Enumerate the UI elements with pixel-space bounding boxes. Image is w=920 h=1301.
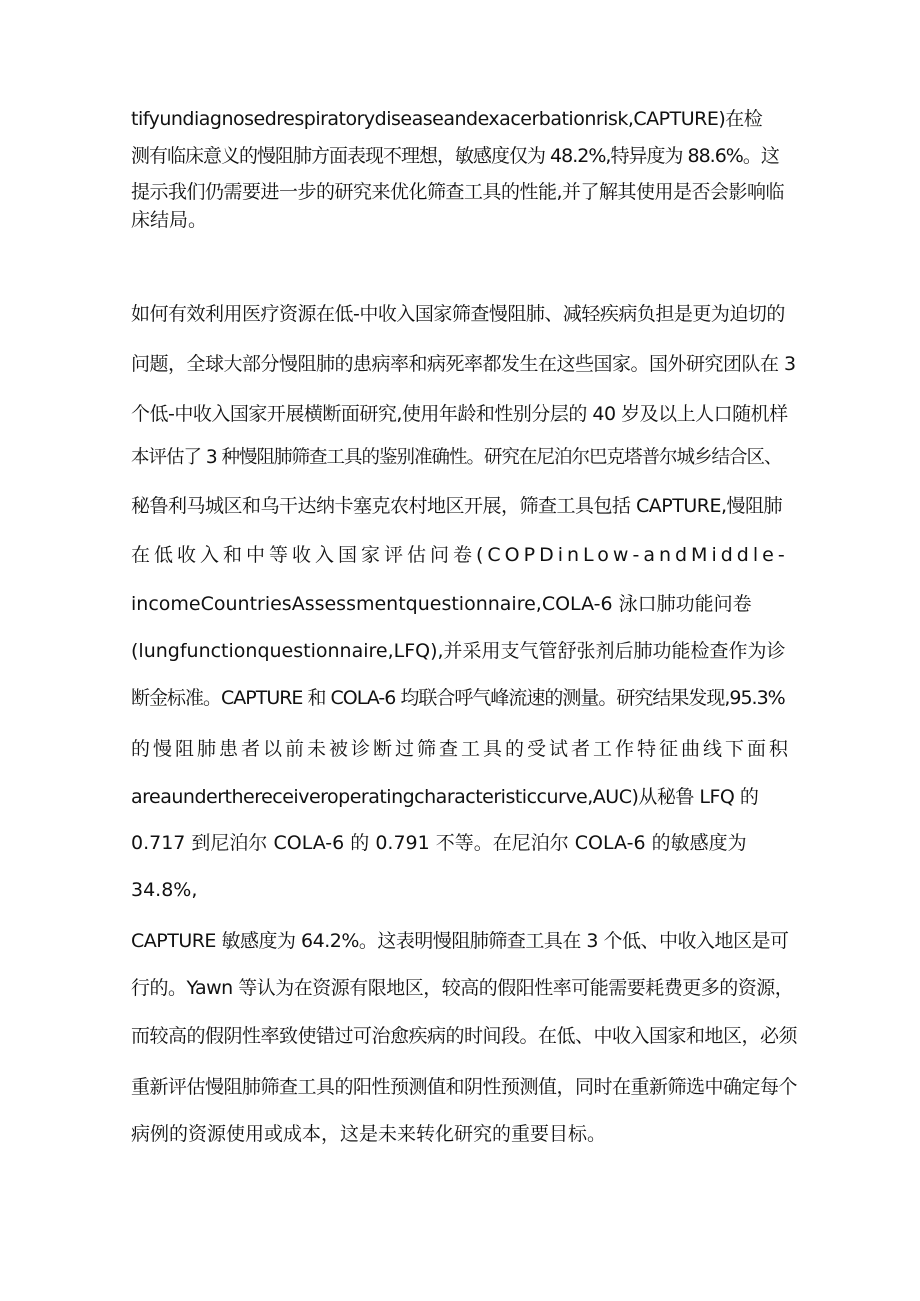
paragraph-3-line-5: 病例的资源使用或成本，这是未来转化研究的重要目标。 [131,1123,607,1145]
paragraph-2-line-2: 问题，全球大部分慢阻肺的患病率和病死率都发生在这些国家。国外研究团队在 3 [131,353,796,375]
paragraph-1-line-4: 床结局。 [131,209,208,231]
paragraph-2-line-4: 本评估了 3 种慢阻肺筛查工具的鉴别准确性。研究在尼泊尔巴克塔普尔城乡结合区、 [131,447,782,468]
paragraph-2-line-12: 0.717 到尼泊尔 COLA-6 的 0.791 不等。在尼泊尔 COLA-6 的敏感度为 [131,832,747,854]
paragraph-2-line-11: areaunderthereceiveroperatingcharacteristiccurve,AUC)从秘鲁 LFQ 的 [131,786,759,808]
paragraph-1-line-2: 测有临床意义的慢阻肺方面表现不理想，敏感度仅为 48.2%,特异度为 88.6%。这 [131,145,779,167]
paragraph-2-line-10: 的慢阻肺患者以前未被诊断过筛查工具的受试者工作特征曲线下面积 [131,738,792,760]
paragraph-3-line-4: 重新评估慢阻肺筛查工具的阳性预测值和阴性预测值，同时在重新筛选中确定每个 [131,1076,797,1098]
paragraph-2-line-6: 在低收入和中等收入国家评估问卷(COPDinLow-andMiddle- [131,544,789,566]
paragraph-2-line-3: 个低-中收入国家开展横断面研究,使用年龄和性别分层的 40 岁及以上人口随机样 [131,403,788,425]
paragraph-2-line-7: incomeCountriesAssessmentquestionnaire,COLA-6 泳口肺功能问卷 [131,593,752,615]
paragraph-3-line-3: 而较高的假阴性率致使错过可治愈疾病的时间段。在低、中收入国家和地区，必须 [131,1025,797,1047]
paragraph-3-line-1: CAPTURE 敏感度为 64.2%。这表明慢阻肺筛查工具在 3 个低、中收入地区是可 [131,930,789,952]
paragraph-3-line-2: 行的。Yawn 等认为在资源有限地区，较高的假阳性率可能需要耗费更多的资源， [131,977,794,999]
paragraph-1-line-1: tifyundiagnosedrespiratorydiseaseandexacerbationrisk,CAPTURE)在检 [131,108,763,130]
paragraph-2-line-1: 如何有效利用医疗资源在低-中收入国家筛查慢阻肺、减轻疾病负担是更为迫切的 [131,303,785,325]
paragraph-1-line-3: 提示我们仍需要进一步的研究来优化筛查工具的性能,并了解其使用是否会影响临 [131,181,785,203]
paragraph-2-line-8: (lungfunctionquestionnaire,LFQ),并采用支气管舒张剂后肺功能检查作为诊 [131,640,786,662]
paragraph-2-line-13: 34.8%, [131,879,198,901]
paragraph-2-line-5: 秘鲁利马城区和乌干达纳卡塞克农村地区开展，筛查工具包括 CAPTURE,慢阻肺 [131,495,783,517]
paragraph-2-line-9: 断金标准。CAPTURE 和 COLA-6 均联合呼气峰流速的测量。研究结果发现,95.3% [131,687,785,709]
